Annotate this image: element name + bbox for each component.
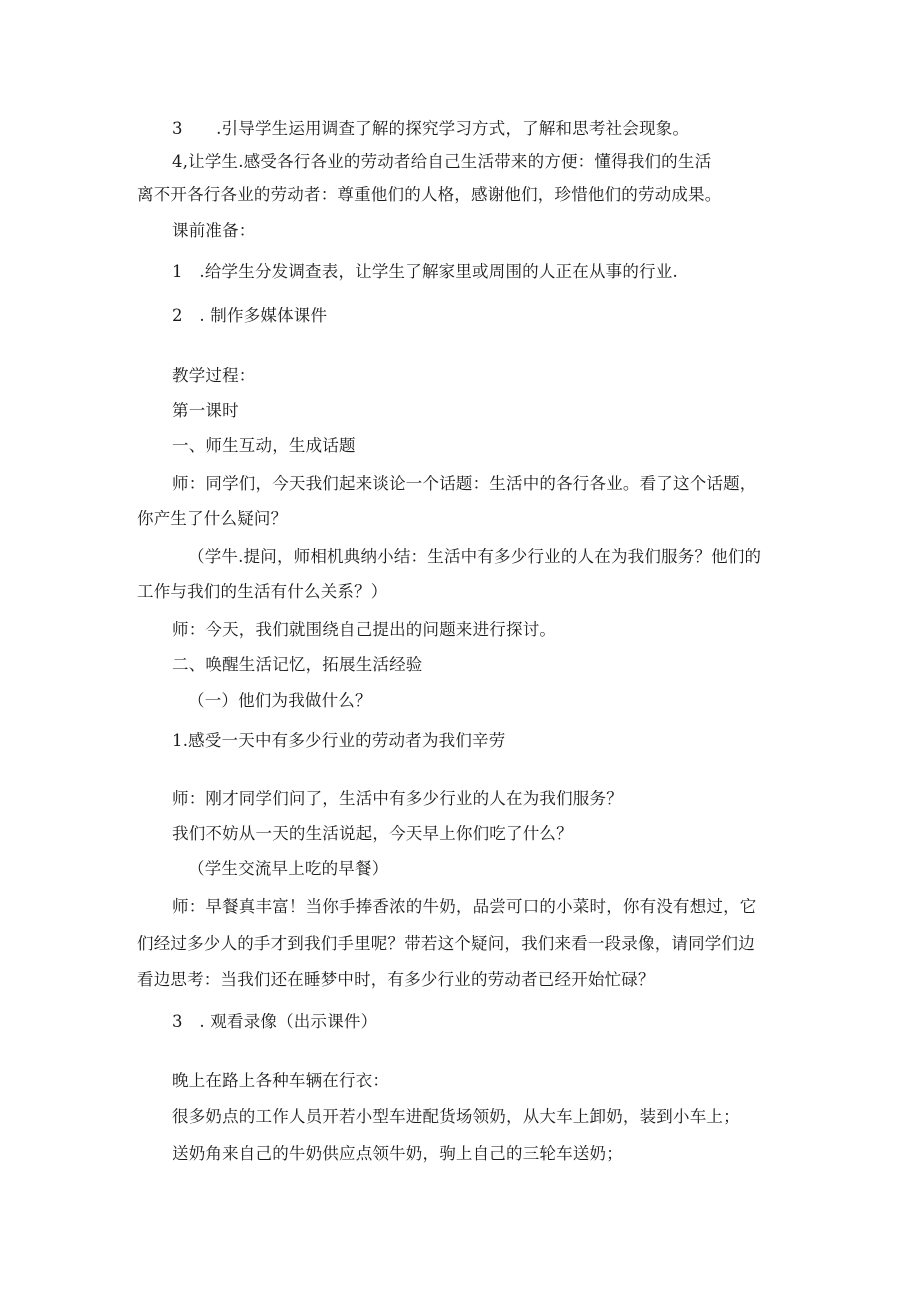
- process-heading: 教学过程：: [172, 366, 256, 385]
- preparation-heading: 课前准备：: [172, 221, 256, 240]
- preparation-item-1: 1 .给学生分发调查表，让学生了解家里或周围的人正在从事的行业.: [172, 262, 678, 281]
- teacher-line-5: 我们不妨从一天的生活说起，今天早上你们吃了什么？: [172, 824, 573, 843]
- teacher-line-2: 你产生了什么疑问？: [137, 509, 288, 528]
- objective-3: 3 .引导学生运用调查了解的探究学习方式，了解和思考社会现象。: [172, 119, 690, 138]
- student-question-line-1: （学牛.提问，师相机典纳小结：生活中有多少行业的人在为我们服务？他们的: [188, 547, 762, 566]
- section-one-heading: 一、师生互动，生成话题: [172, 436, 356, 455]
- student-question-line-2: 工作与我们的生活有什么关系？）: [137, 582, 388, 601]
- objective-4-line-2: 离不开各行各业的劳动者：尊重他们的人格，感谢他们，珍惜他们的劳动成果。: [137, 185, 722, 204]
- teacher-line-4: 师：刚才同学们问了，生活中有多少行业的人在为我们服务？: [172, 789, 623, 808]
- objective-4-line-1: 4,让学生.感受各行各业的劳动者给自己生活带来的方便：懂得我们的生活: [172, 152, 712, 171]
- teacher-line-7: 们经过多少人的手才到我们手里呢？带若这个疑问，我们来看一段录像，请同学们边: [137, 934, 755, 953]
- activity-1: 1.感受一天中有多少行业的劳动者为我们辛劳: [172, 731, 506, 750]
- section-two-heading: 二、唤醒生活记忆，拓展生活经验: [172, 655, 423, 674]
- lesson-one-heading: 第一课时: [172, 401, 239, 420]
- video-line-1: 晚上在路上各种车辆在行衣：: [172, 1071, 390, 1090]
- teacher-line-6: 师：早餐真丰富！当你手捧香浓的牛奶，品尝可口的小菜时，你有没有想过，它: [172, 897, 757, 916]
- student-exchange: （学生交流早上吃的早餐）: [188, 859, 389, 878]
- video-line-2: 很多奶点的工作人员开若小型车进配货场领奶，从大车上卸奶，装到小车上；: [172, 1107, 740, 1126]
- subsection-one-heading: （一）他们为我做什么？: [188, 691, 372, 710]
- teacher-line-8: 看边思考：当我们还在睡梦中时，有多少行业的劳动者已经开始忙碌？: [137, 970, 655, 989]
- activity-3: 3 . 观看录像（出示课件）: [172, 1012, 378, 1031]
- teacher-line-3: 师：今天，我们就围绕自己提出的问题来进行探讨。: [172, 620, 557, 639]
- teacher-line-1: 师：同学们，今天我们起来谈论一个话题：生活中的各行各业。看了这个话题，: [172, 474, 757, 493]
- preparation-item-2: 2 . 制作多媒体课件: [172, 306, 328, 325]
- video-line-3: 送奶角来自己的牛奶供应点领牛奶，驹上自己的三轮车送奶；: [172, 1144, 623, 1163]
